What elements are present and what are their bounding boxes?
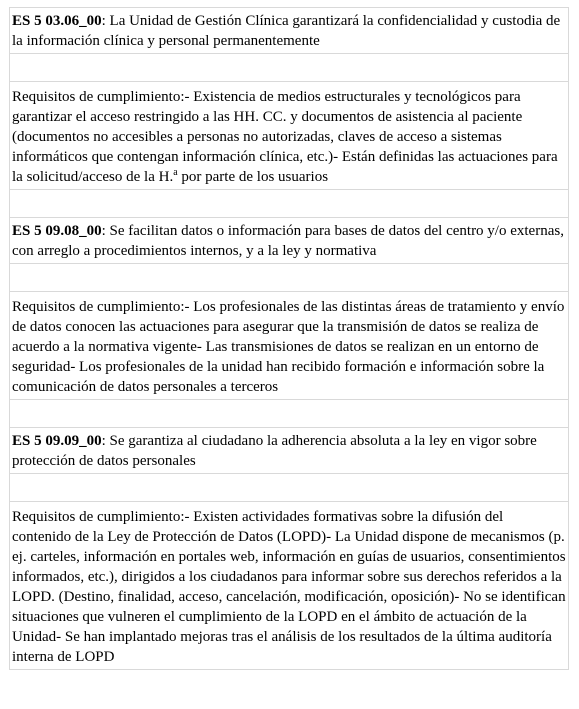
requirements-cell [10, 292, 569, 400]
standard-statement: : La Unidad de Gestión Clínica garantizará la confidencialidad y custodia de la información clínica y personal permanentemente [12, 13, 561, 49]
blank-row [10, 474, 569, 502]
standard-statement: : Se facilitan datos o información para bases de datos del centro y/o externas, con arreglo a procedimientos internos, y a la ley y normativa [12, 223, 564, 259]
requirements-cell [10, 502, 569, 670]
standard-code: ES 5 09.08_00 [12, 223, 102, 239]
standard-code: ES 5 09.09_00 [12, 433, 102, 449]
standard-row [10, 8, 569, 54]
requirements-text: Requisitos de cumplimiento:- Existencia de medios estructurales y tecnológicos para garantizar el acceso restringido a las HH. CC. y documentos de asistencia al paciente (documentos no accesibles a personas no autorizadas, claves de acceso a sistemas informáticos que contengan información clínica, etc.)- Están definidas las actuaciones para la solicitud/acceso de la H. [12, 89, 558, 185]
blank-cell [10, 190, 569, 218]
standard-statement: : Se garantiza al ciudadano la adherencia absoluta a la ley en vigor sobre protección de datos personales [12, 433, 537, 469]
blank-row [10, 264, 569, 292]
blank-row [10, 54, 569, 82]
blank-cell [10, 474, 569, 502]
requirements-superscript: a [173, 167, 178, 178]
blank-cell [10, 400, 569, 428]
blank-cell [10, 54, 569, 82]
requirements-text: Requisitos de cumplimiento:- Los profesionales de las distintas áreas de tratamiento y envío de datos conocen las actuaciones para asegurar que la transmisión de datos se realiza de acuerdo a la normativa vigente- Las transmisiones de datos se realizan en un entorno de seguridad- Los profesionales de la unidad han recibido formación e información sobre la comunicación de datos personales a terceros [12, 299, 565, 395]
standard-code: ES 5 03.06_00 [12, 13, 102, 29]
standard-row [10, 218, 569, 264]
requirements-row [10, 292, 569, 400]
requirements-row [10, 82, 569, 190]
blank-row [10, 190, 569, 218]
requirements-text-end: por parte de los usuarios [177, 169, 329, 185]
standard-cell [10, 218, 569, 264]
blank-cell [10, 264, 569, 292]
standard-row [10, 428, 569, 474]
standard-cell [10, 8, 569, 54]
standards-table [9, 7, 569, 670]
blank-row [10, 400, 569, 428]
requirements-text: Requisitos de cumplimiento:- Existen actividades formativas sobre la difusión del contenido de la Ley de Protección de Datos (LOPD)- La Unidad dispone de mecanismos (p. ej. carteles, información en portales web, información en guías de usuarios, consentimientos informados, etc.), dirigidos a los ciudadanos para informar sobre sus derechos referidos a la LOPD. (Destino, finalidad, acceso, cancelación, modificación, oposición)- No se identifican situaciones que vulneren el cumplimiento de la LOPD en el ámbito de actuación de la Unidad- Se han implantado mejoras tras el análisis de los resultados de la última auditoría interna de LOPD [12, 509, 566, 665]
requirements-cell [10, 82, 569, 190]
standard-cell [10, 428, 569, 474]
requirements-row [10, 502, 569, 670]
